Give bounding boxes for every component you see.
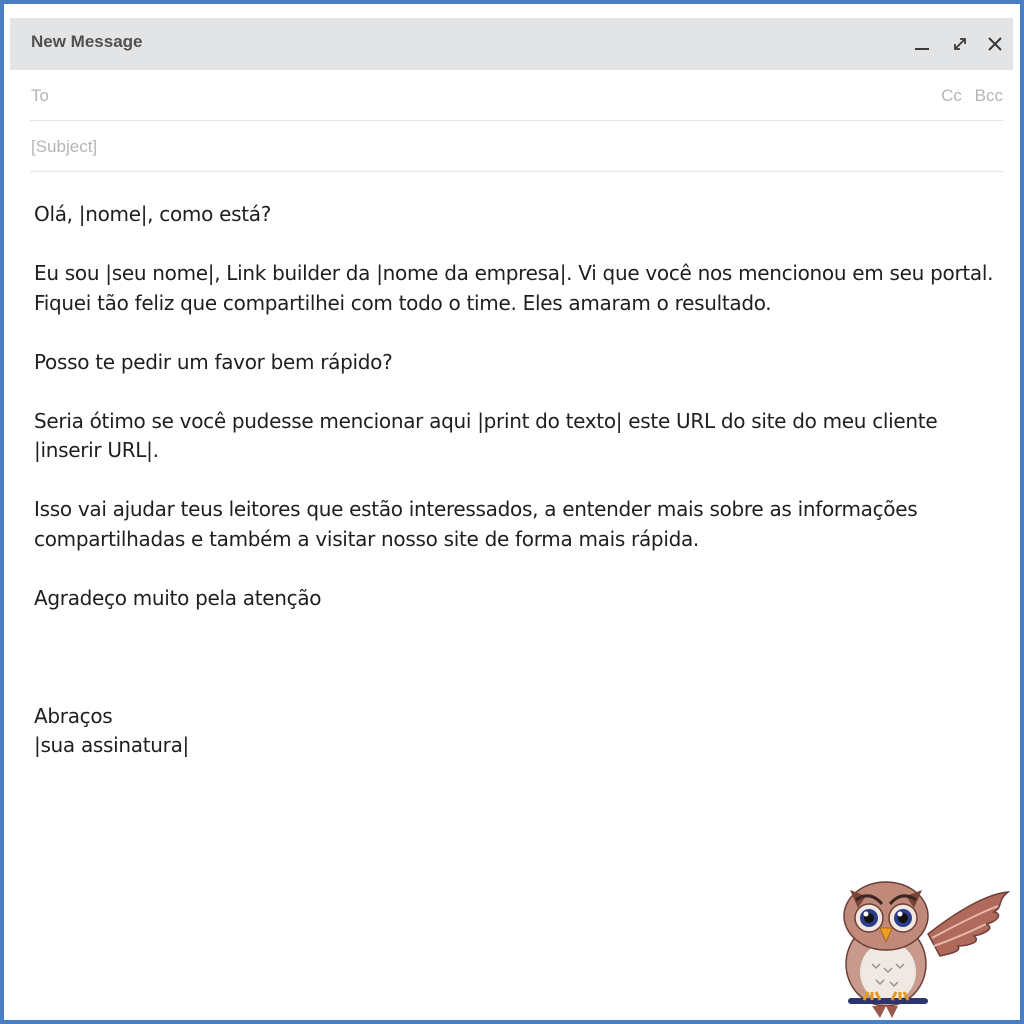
close-icon [985, 34, 1005, 54]
to-field[interactable] [30, 70, 1003, 121]
cc-bcc-links [933, 86, 1003, 106]
minimize-button[interactable] [908, 30, 936, 58]
minimize-icon [912, 34, 932, 54]
cc-link[interactable]: Cc [941, 86, 962, 105]
body-paragraph: Posso te pedir um favor bem rápido? [34, 349, 393, 374]
body-paragraph: Isso vai ajudar teus leitores que estão interessados, a entender mais sobre as informações compartilhadas e também a visitar nosso site de forma mais rápida. [34, 497, 924, 551]
greeting-line: Olá, |nome|, como está? [34, 202, 272, 226]
close-button[interactable] [981, 30, 1009, 58]
body-paragraph: Eu sou |seu nome|, Link builder da |nome da empresa|. Vi que você nos mencionou em seu portal. Fiquei tão feliz que compartilhei com todo o time. Eles amaram o resultado. [34, 261, 1000, 315]
thanks-line: Agradeço muito pela atenção [34, 585, 322, 610]
expand-icon [950, 34, 970, 54]
owl-mascot-icon [836, 872, 1012, 1020]
closing-line: Abraços [34, 703, 113, 728]
window-title: New Message [31, 32, 143, 51]
subject-input[interactable]: [Subject] [31, 137, 98, 156]
body-paragraph: Seria ótimo se você pudesse mencionar aqui |print do texto| este URL do site do meu cliente |inserir URL|. [34, 408, 944, 462]
signature-line: |sua assinatura| [34, 733, 189, 757]
to-label: To [31, 86, 49, 105]
expand-button[interactable] [946, 30, 974, 58]
bcc-link[interactable]: Bcc [974, 86, 1003, 105]
message-body[interactable] [34, 200, 1000, 761]
compose-titlebar [10, 18, 1013, 70]
subject-field[interactable] [30, 121, 1003, 172]
